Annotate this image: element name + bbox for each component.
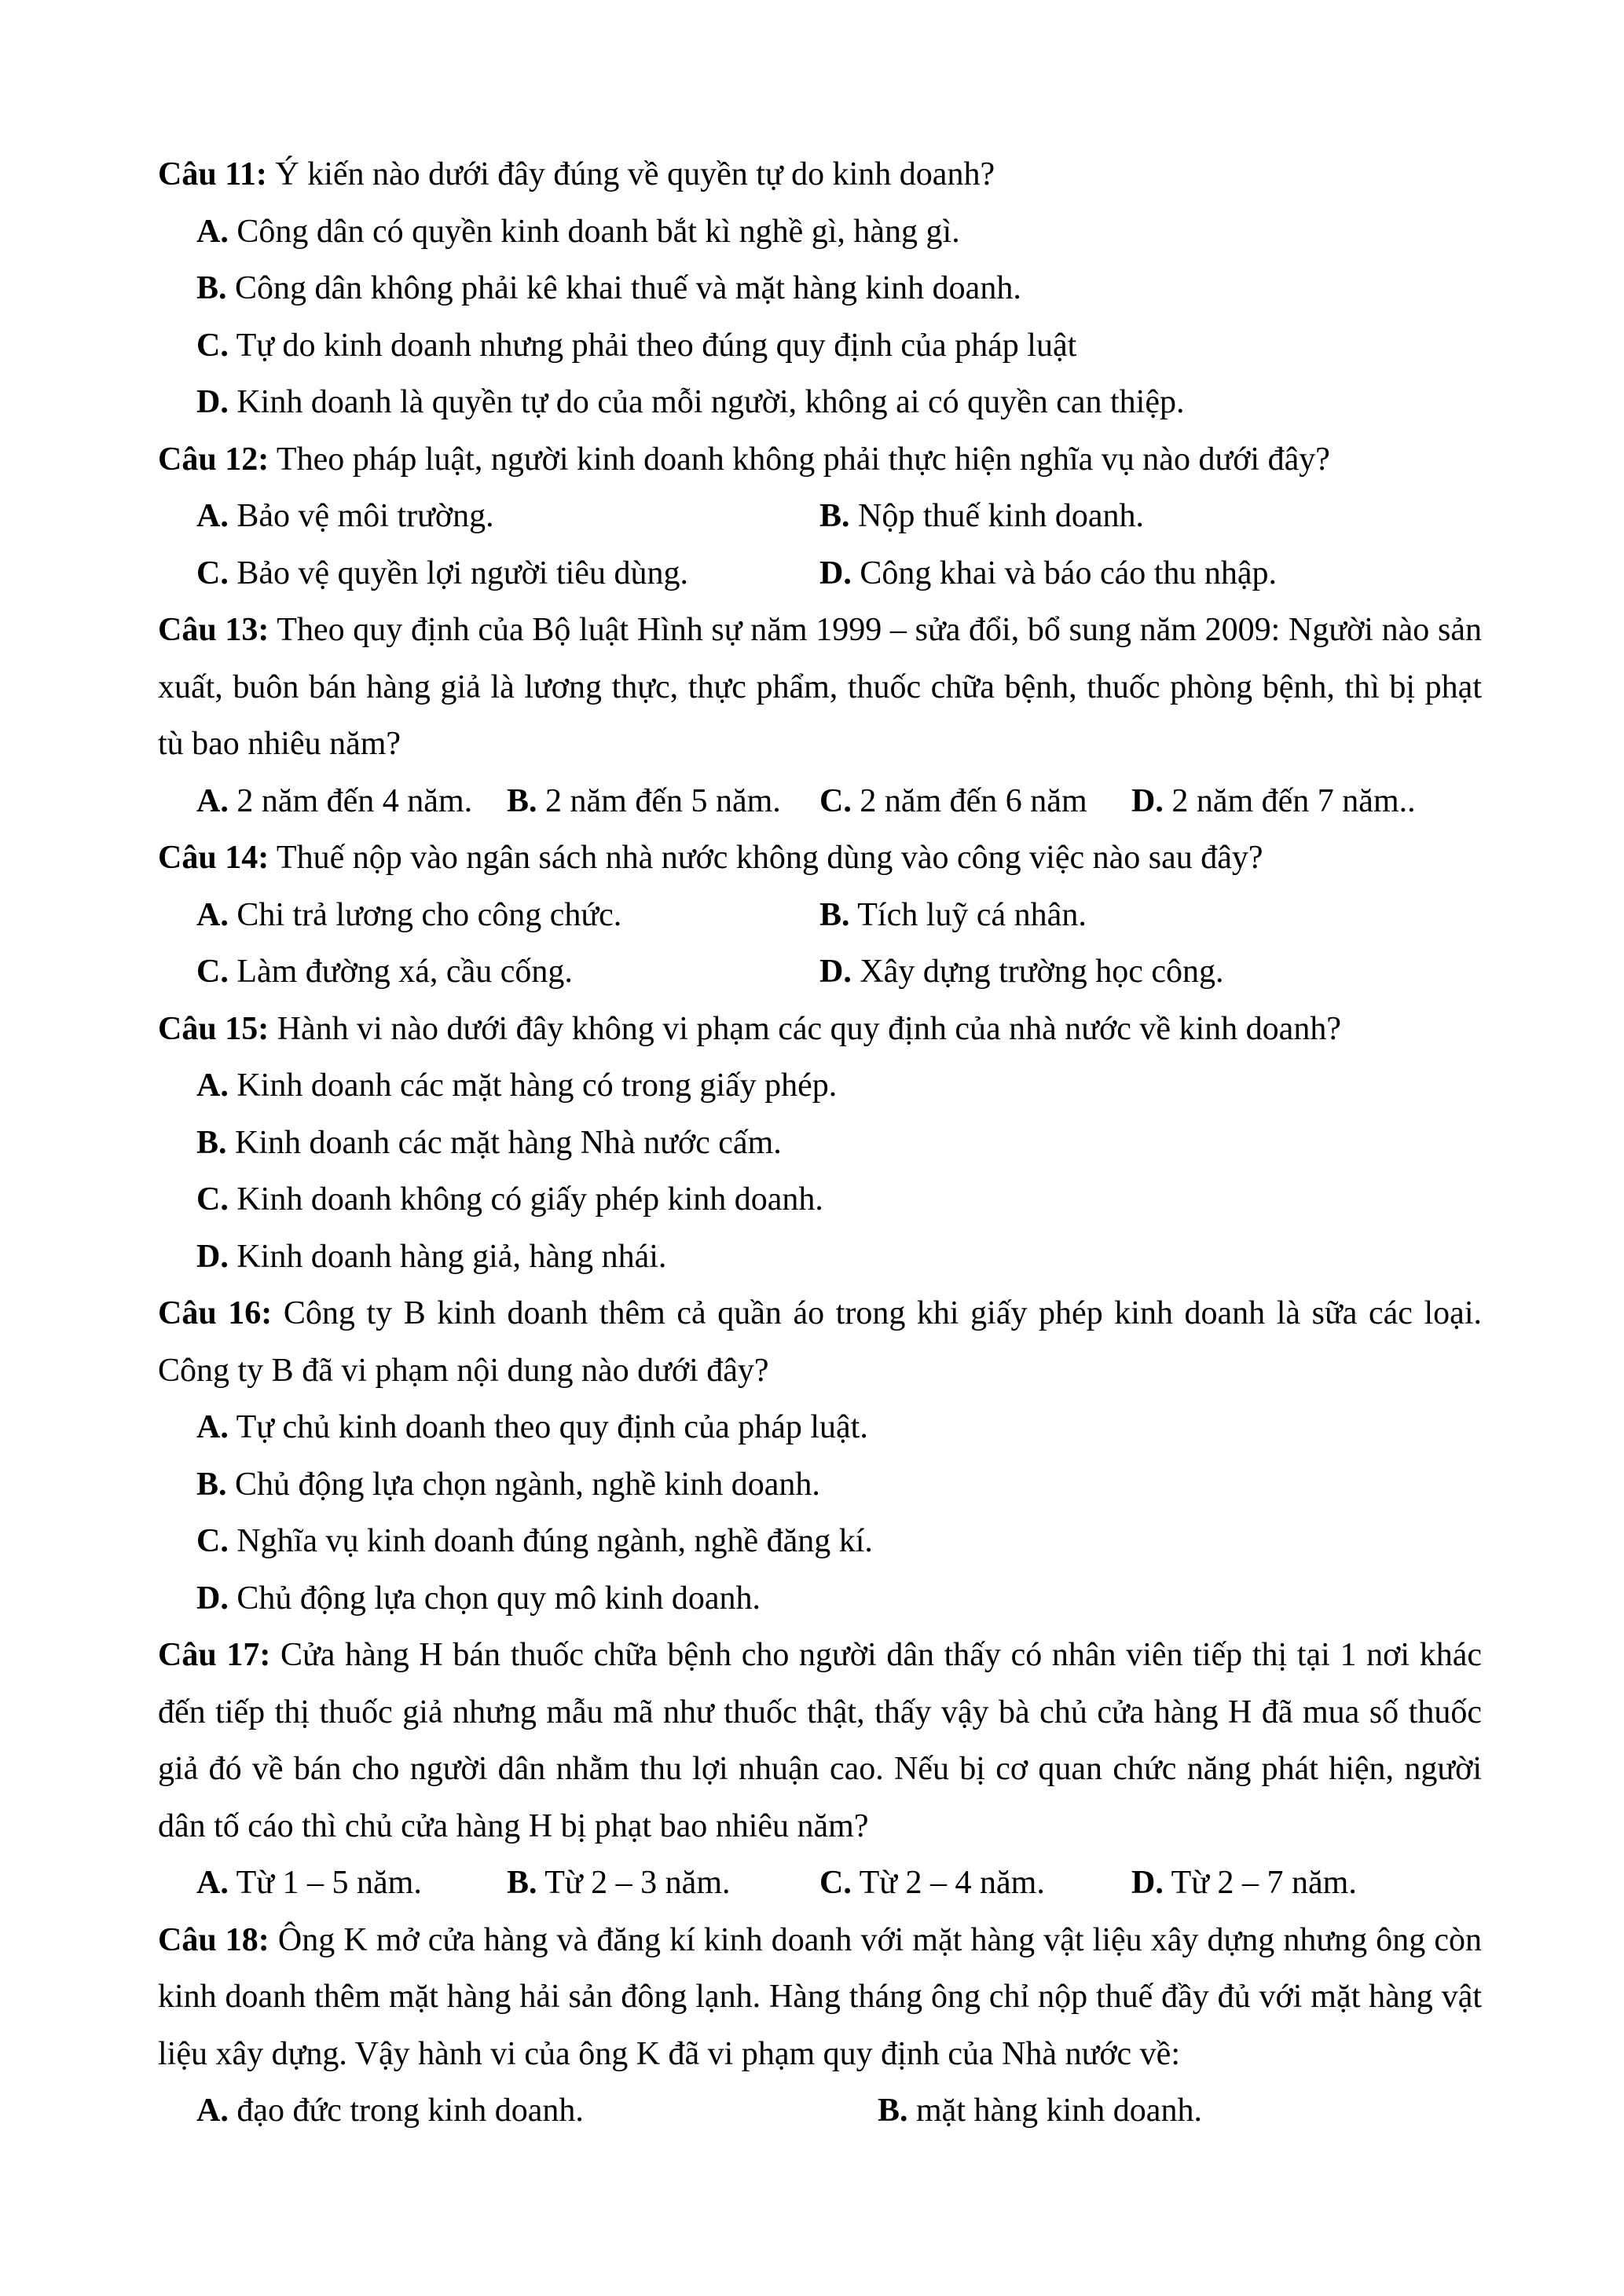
answer-option: [196, 887, 621, 944]
option-label: B.: [819, 896, 850, 933]
answer-option: [196, 214, 960, 250]
option-label: D.: [819, 555, 852, 591]
answer-option: [819, 887, 1087, 944]
question-number: Câu 16:: [158, 1295, 273, 1331]
option-row: [158, 2082, 1482, 2140]
option-label: A.: [196, 782, 229, 819]
question-number: Câu 12:: [158, 441, 269, 478]
option-line: [158, 374, 1482, 431]
option-text: Từ 1 – 5 năm.: [228, 1865, 422, 1901]
option-text: Kinh doanh các mặt hàng có trong giấy phép.: [228, 1067, 838, 1104]
option-label: B.: [196, 1124, 227, 1161]
option-label: A.: [196, 1865, 229, 1901]
question-number: Câu 18:: [158, 1921, 269, 1958]
question-stem: [158, 431, 1482, 489]
option-text: Nghĩa vụ kinh doanh đúng ngành, nghề đăng kí.: [228, 1523, 873, 1559]
question-block: [158, 1912, 1482, 2140]
option-label: A.: [196, 1067, 229, 1104]
option-label: D.: [196, 384, 229, 420]
option-label: C.: [196, 555, 229, 591]
option-line: [158, 1399, 1482, 1456]
question-number: Câu 11:: [158, 156, 267, 192]
answer-option: [196, 773, 472, 830]
option-label: D.: [196, 1580, 229, 1617]
answer-option: [196, 545, 688, 602]
option-text: đạo đức trong kinh doanh.: [228, 2093, 584, 2129]
question-text: Theo quy định của Bộ luật Hình sự năm 1999 – sửa đổi, bổ sung năm 2009: Người nào sản xuất, buôn bán hàng giả là lương thực, thực phẩm, thuốc chữa bệnh, thuốc phòng bệnh, thì bị phạt tù bao nhiêu năm?: [158, 612, 1482, 762]
option-text: Công khai và báo cáo thu nhập.: [851, 555, 1278, 591]
option-text: Từ 2 – 7 năm.: [1163, 1865, 1357, 1901]
question-number: Câu 14:: [158, 840, 269, 876]
answer-option: [196, 270, 1021, 306]
question-number: Câu 17:: [158, 1637, 271, 1673]
option-line: [158, 1456, 1482, 1514]
option-text: Bảo vệ môi trường.: [228, 498, 494, 534]
option-line: [158, 1570, 1482, 1628]
option-label: A.: [196, 1409, 229, 1445]
option-text: Kinh doanh là quyền tự do của mỗi người, không ai có quyền can thiệp.: [228, 384, 1185, 420]
option-label: B.: [819, 498, 850, 534]
option-label: B.: [507, 782, 537, 819]
answer-option: [507, 773, 781, 830]
option-label: A.: [196, 2093, 229, 2129]
option-label: C.: [196, 954, 229, 990]
question-stem: [158, 1001, 1482, 1058]
option-text: Xây dựng trường học công.: [851, 954, 1224, 990]
question-number: Câu 13:: [158, 612, 269, 648]
answer-option: [196, 1067, 837, 1104]
question-text: Cửa hàng H bán thuốc chữa bệnh cho người dân thấy có nhân viên tiếp thị tại 1 nơi khác đến tiếp thị thuốc giả nhưng mẫu mã như thuốc thật, thấy vậy bà chủ cửa hàng H đã mua số thuốc giả đó về bán cho người dân nhằm thu lợi nhuận cao. Nếu bị cơ quan chức năng phát hiện, người dân tố cáo thì chủ cửa hàng H bị phạt bao nhiêu năm?: [158, 1637, 1482, 1844]
question-block: [158, 602, 1482, 829]
option-text: Chi trả lương cho công chức.: [228, 896, 622, 933]
answer-option: [196, 1855, 422, 1912]
question-block: [158, 1285, 1482, 1627]
answer-option: [819, 773, 1087, 830]
answer-option: [819, 943, 1224, 1001]
question-stem: [158, 1285, 1482, 1399]
option-text: Nộp thuế kinh doanh.: [849, 498, 1144, 534]
question-stem: [158, 146, 1482, 203]
option-line: [158, 260, 1482, 317]
option-row: [158, 887, 1482, 944]
question-block: [158, 146, 1482, 431]
answer-option: [819, 545, 1277, 602]
question-block: [158, 431, 1482, 602]
option-text: Chủ động lựa chọn ngành, nghề kinh doanh.: [226, 1466, 820, 1503]
option-label: B.: [196, 1466, 227, 1503]
option-text: Kinh doanh các mặt hàng Nhà nước cấm.: [226, 1124, 782, 1161]
answer-option: [196, 1523, 873, 1559]
question-text: Hành vi nào dưới đây không vi phạm các quy định của nhà nước về kinh doanh?: [269, 1010, 1341, 1047]
option-label: C.: [196, 1523, 229, 1559]
answer-option: [196, 1181, 823, 1218]
question-text: Thuế nộp vào ngân sách nhà nước không dùng vào công việc nào sau đây?: [269, 840, 1263, 876]
question-stem: [158, 1912, 1482, 2083]
option-label: C.: [196, 1181, 229, 1218]
option-row: [158, 545, 1482, 602]
option-label: D.: [819, 954, 852, 990]
option-text: Tích luỹ cá nhân.: [849, 896, 1087, 933]
option-text: mặt hàng kinh doanh.: [907, 2093, 1202, 2129]
answer-option: [196, 328, 1076, 364]
option-text: Làm đường xá, cầu cống.: [228, 954, 573, 990]
answer-option: [196, 1409, 868, 1445]
option-text: Từ 2 – 4 năm.: [851, 1865, 1045, 1901]
option-line: [158, 1115, 1482, 1172]
option-row: [158, 943, 1482, 1001]
option-text: Chủ động lựa chọn quy mô kinh doanh.: [228, 1580, 761, 1617]
answer-option: [196, 1580, 761, 1617]
option-line: [158, 203, 1482, 261]
answer-option: [196, 384, 1185, 420]
option-line: [158, 1229, 1482, 1286]
option-line: [158, 1171, 1482, 1229]
question-number: Câu 15:: [158, 1010, 269, 1047]
question-block: [158, 1001, 1482, 1286]
answer-option: [819, 1855, 1045, 1912]
option-text: Tự do kinh doanh nhưng phải theo đúng quy định của pháp luật: [228, 327, 1077, 364]
question-text: Theo pháp luật, người kinh doanh không phải thực hiện nghĩa vụ nào dưới đây?: [269, 441, 1330, 478]
document-page: [158, 146, 1482, 2140]
option-label: A.: [196, 896, 229, 933]
option-row: [158, 1855, 1482, 1912]
answer-option: [1131, 773, 1416, 830]
answer-option: [196, 2082, 584, 2140]
answer-option: [196, 1239, 666, 1275]
option-label: C.: [819, 1865, 852, 1901]
option-line: [158, 317, 1482, 375]
option-row: [158, 773, 1482, 830]
option-label: D.: [1131, 1865, 1164, 1901]
option-text: 2 năm đến 6 năm: [851, 782, 1087, 819]
answer-option: [196, 1125, 782, 1161]
answer-option: [819, 488, 1144, 545]
option-text: 2 năm đến 4 năm.: [228, 782, 473, 819]
option-text: Từ 2 – 3 năm.: [537, 1865, 731, 1901]
option-label: D.: [1131, 782, 1164, 819]
answer-option: [878, 2082, 1202, 2140]
option-text: Bảo vệ quyền lợi người tiêu dùng.: [228, 555, 688, 591]
question-text: Công ty B kinh doanh thêm cả quần áo trong khi giấy phép kinh doanh là sữa các loại. Công ty B đã vi phạm nội dung nào dưới đây?: [158, 1295, 1482, 1389]
option-text: Tự chủ kinh doanh theo quy định của pháp luật.: [228, 1409, 868, 1445]
option-label: D.: [196, 1238, 229, 1275]
answer-option: [196, 943, 573, 1001]
option-label: A.: [196, 213, 229, 250]
option-label: A.: [196, 498, 229, 534]
option-label: B.: [878, 2093, 908, 2129]
answer-option: [1131, 1855, 1357, 1912]
question-block: [158, 1627, 1482, 1912]
option-text: Kinh doanh không có giấy phép kinh doanh.: [228, 1181, 823, 1218]
option-label: C.: [819, 782, 852, 819]
question-text: Ý kiến nào dưới đây đúng về quyền tự do kinh doanh?: [266, 156, 995, 192]
question-block: [158, 829, 1482, 1001]
option-label: B.: [196, 270, 227, 306]
option-row: [158, 488, 1482, 545]
option-label: B.: [507, 1865, 537, 1901]
option-text: Kinh doanh hàng giả, hàng nhái.: [228, 1238, 667, 1275]
question-stem: [158, 602, 1482, 773]
question-stem: [158, 829, 1482, 887]
question-stem: [158, 1627, 1482, 1855]
option-line: [158, 1513, 1482, 1570]
option-line: [158, 1057, 1482, 1115]
answer-option: [196, 488, 494, 545]
option-text: 2 năm đến 5 năm.: [537, 782, 781, 819]
question-text: Ông K mở cửa hàng và đăng kí kinh doanh với mặt hàng vật liệu xây dựng nhưng ông còn kinh doanh thêm mặt hàng hải sản đông lạnh. Hàng tháng ông chỉ nộp thuế đầy đủ với mặt hàng vật liệu xây dựng. Vậy hành vi của ông K đã vi phạm quy định của Nhà nước về:: [158, 1921, 1483, 2072]
option-text: 2 năm đến 7 năm..: [1163, 782, 1416, 819]
answer-option: [196, 1467, 820, 1503]
answer-option: [507, 1855, 731, 1912]
option-text: Công dân không phải kê khai thuế và mặt hàng kinh doanh.: [226, 270, 1021, 306]
option-label: C.: [196, 327, 229, 364]
option-text: Công dân có quyền kinh doanh bắt kì nghề gì, hàng gì.: [228, 213, 960, 250]
